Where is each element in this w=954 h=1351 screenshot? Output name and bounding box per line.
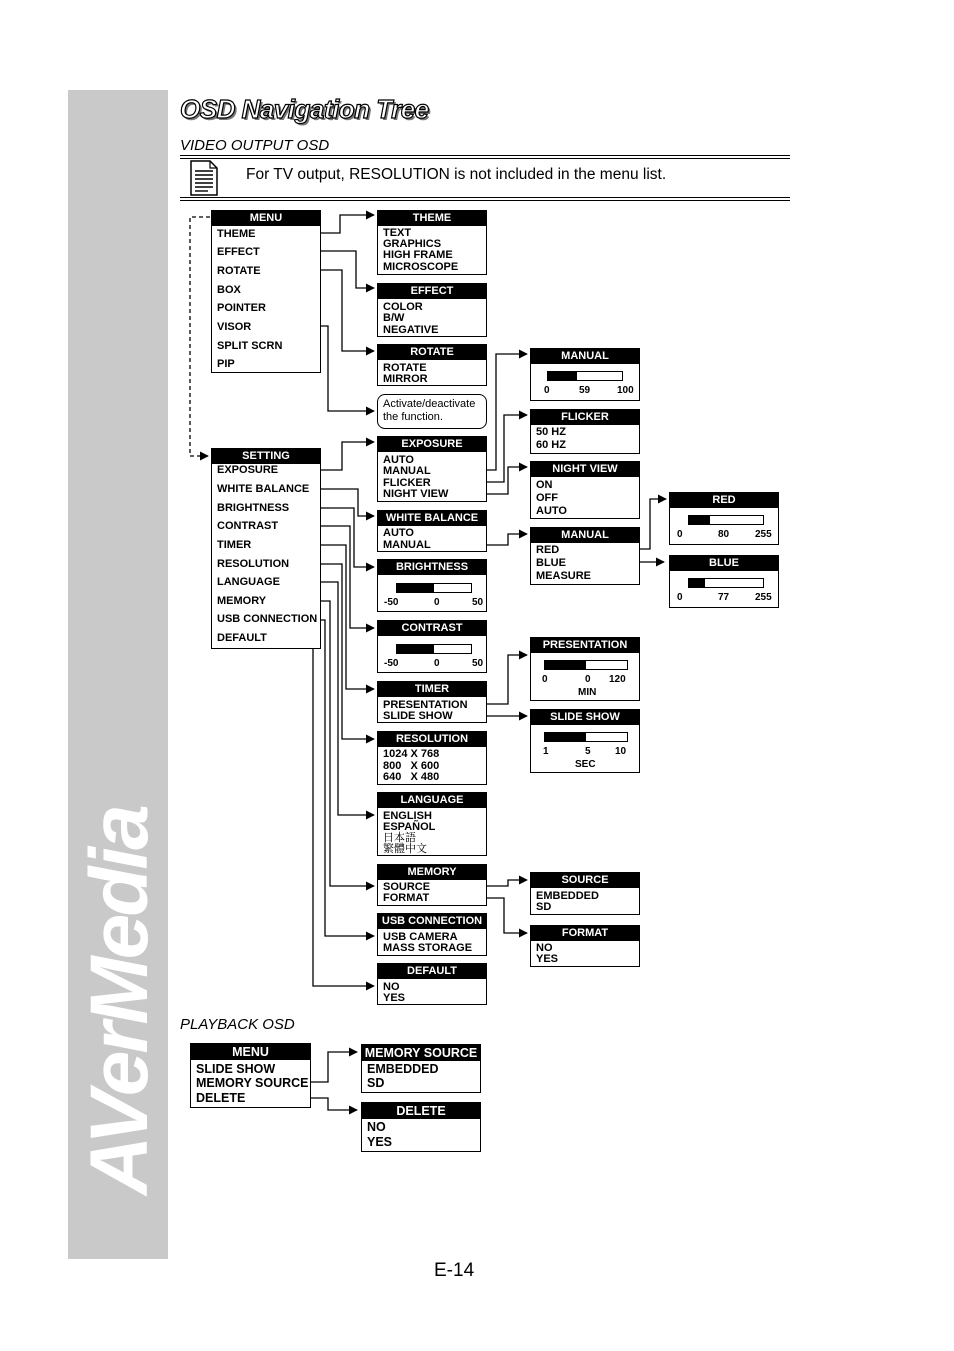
night-view-header: NIGHT VIEW — [531, 462, 639, 477]
format-item-yes[interactable]: YES — [536, 953, 559, 965]
menu-item-effect[interactable]: EFFECT — [217, 246, 260, 258]
page-number: E-14 — [434, 1260, 475, 1281]
format-box — [530, 925, 640, 967]
resolution-item-640[interactable]: 640 X 480 — [383, 771, 440, 783]
timer-item-slide-show[interactable]: SLIDE SHOW — [383, 710, 453, 722]
wb-manual-item-measure[interactable]: MEASURE — [536, 570, 592, 582]
wb-manual-box — [530, 527, 640, 585]
rule-bottom-1 — [180, 197, 790, 198]
red-min: 0 — [677, 529, 683, 540]
rotate-box — [377, 344, 487, 386]
playback-delete-yes[interactable]: YES — [367, 1135, 393, 1149]
contrast-box — [377, 620, 487, 673]
effect-item-bw[interactable]: B/W — [383, 312, 405, 324]
language-item-japanese[interactable]: 日本語 — [383, 832, 416, 844]
language-item-espanol[interactable]: ESPAÑOL — [383, 821, 436, 833]
contrast-value: 0 — [434, 658, 440, 669]
timer-header: TIMER — [378, 682, 486, 697]
exposure-manual-header: MANUAL — [531, 349, 639, 364]
playback-item-slide-show[interactable]: SLIDE SHOW — [196, 1062, 276, 1076]
tv-output-note: For TV output, RESOLUTION is not included in the menu list. — [246, 166, 667, 183]
default-box — [377, 963, 487, 1005]
flicker-box — [530, 409, 640, 454]
menu-item-box[interactable]: BOX — [217, 284, 241, 296]
exposure-manual-min: 0 — [544, 385, 550, 396]
rule-top-2 — [180, 158, 790, 159]
format-item-no[interactable]: NO — [536, 942, 553, 954]
playback-delete-no[interactable]: NO — [367, 1120, 386, 1134]
white-balance-item-manual[interactable]: MANUAL — [383, 539, 431, 551]
language-box — [377, 792, 487, 856]
setting-header: SETTING — [212, 449, 320, 464]
memory-header: MEMORY — [378, 865, 486, 880]
video-output-heading: VIDEO OUTPUT OSD — [180, 137, 330, 154]
night-view-item-auto[interactable]: AUTO — [536, 505, 567, 517]
setting-item-contrast[interactable]: CONTRAST — [217, 520, 279, 532]
language-item-english[interactable]: ENGLISH — [383, 810, 432, 822]
slide-show-min: 1 — [543, 746, 549, 757]
flicker-item-60hz[interactable]: 60 HZ — [536, 439, 566, 451]
memory-item-format[interactable]: FORMAT — [383, 892, 430, 904]
slide-show-slider-fill — [545, 733, 586, 741]
memory-item-source[interactable]: SOURCE — [383, 881, 431, 893]
night-view-box — [530, 461, 640, 519]
red-header: RED — [670, 493, 778, 508]
memory-box — [377, 864, 487, 906]
resolution-item-1024[interactable]: 1024 X 768 — [383, 748, 440, 760]
blue-slider-fill — [689, 579, 705, 587]
menu-item-theme[interactable]: THEME — [217, 228, 256, 240]
contrast-max: 50 — [472, 658, 484, 669]
setting-item-memory[interactable]: MEMORY — [217, 595, 267, 607]
effect-item-color[interactable]: COLOR — [383, 301, 423, 313]
setting-item-white-balance[interactable]: WHITE BALANCE — [217, 483, 310, 495]
language-item-chinese[interactable]: 繁體中文 — [383, 843, 427, 855]
exposure-manual-max: 100 — [617, 385, 634, 396]
usb-item-mass-storage[interactable]: MASS STORAGE — [383, 942, 473, 954]
menu-item-pointer[interactable]: POINTER — [217, 302, 266, 314]
brightness-value: 0 — [434, 597, 440, 608]
rotate-item-rotate[interactable]: ROTATE — [383, 362, 427, 374]
menu-item-split-scrn[interactable]: SPLIT SCRN — [217, 340, 283, 352]
slide-show-value: 5 — [585, 746, 591, 757]
brightness-header: BRIGHTNESS — [378, 560, 486, 575]
playback-menu-header: MENU — [191, 1044, 310, 1060]
usb-item-camera[interactable]: USB CAMERA — [383, 931, 458, 943]
source-item-sd[interactable]: SD — [536, 901, 552, 913]
rotate-header: ROTATE — [378, 345, 486, 360]
white-balance-box — [377, 510, 487, 552]
blue-value: 77 — [718, 592, 730, 603]
source-header: SOURCE — [531, 873, 639, 888]
language-header: LANGUAGE — [378, 793, 486, 808]
blue-box — [669, 555, 779, 608]
white-balance-header: WHITE BALANCE — [378, 511, 486, 526]
brightness-max: 50 — [472, 597, 484, 608]
slide-show-max: 10 — [615, 746, 627, 757]
rule-top-1 — [180, 155, 790, 156]
playback-item-delete[interactable]: DELETE — [196, 1091, 246, 1105]
brightness-slider-fill — [397, 584, 434, 592]
exposure-item-night-view[interactable]: NIGHT VIEW — [383, 488, 449, 500]
presentation-slider[interactable] — [544, 660, 628, 670]
exposure-box — [377, 436, 487, 502]
red-value: 80 — [718, 529, 730, 540]
night-view-item-on[interactable]: ON — [536, 479, 553, 491]
slide-show-slider[interactable] — [544, 732, 628, 742]
white-balance-item-auto[interactable]: AUTO — [383, 527, 414, 539]
contrast-slider[interactable] — [396, 644, 472, 654]
page-title: OSD Navigation Tree — [180, 94, 429, 124]
presentation-value: 0 — [585, 674, 591, 685]
menu-item-pip[interactable]: PIP — [217, 358, 235, 370]
effect-header: EFFECT — [378, 284, 486, 299]
playback-memory-source-embedded[interactable]: EMBEDDED — [367, 1062, 439, 1076]
setting-item-resolution[interactable]: RESOLUTION — [217, 558, 290, 570]
format-header: FORMAT — [531, 926, 639, 941]
blue-min: 0 — [677, 592, 683, 603]
brightness-box — [377, 559, 487, 612]
setting-item-usb-connection[interactable]: USB CONNECTION — [217, 613, 318, 625]
rotate-item-mirror[interactable]: MIRROR — [383, 373, 428, 385]
flicker-item-50hz[interactable]: 50 HZ — [536, 426, 566, 438]
slide-show-box — [530, 709, 640, 773]
presentation-max: 120 — [609, 674, 626, 685]
red-max: 255 — [755, 529, 772, 540]
exposure-header: EXPOSURE — [378, 437, 486, 452]
resolution-header: RESOLUTION — [378, 732, 486, 747]
default-header: DEFAULT — [378, 964, 486, 979]
resolution-item-800[interactable]: 800 X 600 — [383, 760, 440, 772]
menu-header: MENU — [212, 211, 320, 226]
effect-box — [377, 283, 487, 337]
theme-item-microscope[interactable]: MICROSCOPE — [383, 261, 459, 273]
menu-box — [211, 210, 321, 373]
source-item-embedded[interactable]: EMBEDDED — [536, 890, 599, 902]
rule-bottom-2 — [180, 200, 790, 201]
note-icon — [190, 160, 218, 196]
setting-item-default[interactable]: DEFAULT — [217, 632, 267, 644]
blue-header: BLUE — [670, 556, 778, 571]
red-slider[interactable] — [688, 515, 764, 525]
exposure-item-manual[interactable]: MANUAL — [383, 465, 431, 477]
slide-show-unit: SEC — [575, 759, 596, 770]
activate-callout: Activate/deactivate the function. — [377, 394, 487, 429]
theme-box — [377, 210, 487, 275]
contrast-min: -50 — [384, 658, 399, 669]
blue-max: 255 — [755, 592, 772, 603]
setting-box — [211, 448, 321, 649]
resolution-box — [377, 731, 487, 785]
contrast-slider-fill — [397, 645, 434, 653]
playback-delete-header: DELETE — [362, 1103, 480, 1119]
default-item-yes[interactable]: YES — [383, 992, 406, 1004]
flicker-header: FLICKER — [531, 410, 639, 425]
default-item-no[interactable]: NO — [383, 981, 400, 993]
red-slider-fill — [689, 516, 710, 524]
exposure-manual-value: 59 — [579, 385, 591, 396]
exposure-manual-slider-fill — [548, 372, 577, 380]
menu-item-visor[interactable]: VISOR — [217, 321, 252, 333]
playback-item-memory-source[interactable]: MEMORY SOURCE — [196, 1076, 309, 1090]
playback-heading: PLAYBACK OSD — [180, 1016, 295, 1033]
setting-item-language[interactable]: LANGUAGE — [217, 576, 280, 588]
presentation-box — [530, 637, 640, 701]
timer-item-presentation[interactable]: PRESENTATION — [383, 699, 468, 711]
playback-memory-source-header: MEMORY SOURCE — [362, 1045, 480, 1061]
playback-memory-source-box — [361, 1044, 481, 1093]
wb-manual-item-blue[interactable]: BLUE — [536, 557, 566, 569]
theme-header: THEME — [378, 211, 486, 226]
theme-item-high-frame[interactable]: HIGH FRAME — [383, 249, 453, 261]
exposure-item-flicker[interactable]: FLICKER — [383, 477, 431, 489]
presentation-slider-fill — [545, 661, 586, 669]
usb-connection-header: USB CONNECTION — [378, 914, 486, 929]
usb-connection-box — [377, 913, 487, 956]
setting-item-brightness[interactable]: BRIGHTNESS — [217, 502, 290, 514]
brand-logo: AVerMedia — [74, 807, 165, 1195]
night-view-item-off[interactable]: OFF — [536, 492, 558, 504]
slide-show-header: SLIDE SHOW — [531, 710, 639, 725]
effect-item-negative[interactable]: NEGATIVE — [383, 324, 439, 336]
wb-manual-header: MANUAL — [531, 528, 639, 543]
presentation-unit: MIN — [578, 687, 597, 698]
exposure-manual-box — [530, 348, 640, 401]
timer-box — [377, 681, 487, 723]
wb-manual-item-red[interactable]: RED — [536, 544, 560, 556]
exposure-manual-slider[interactable] — [547, 371, 623, 381]
playback-delete-box — [361, 1102, 481, 1152]
exposure-item-auto[interactable]: AUTO — [383, 454, 414, 466]
brightness-slider[interactable] — [396, 583, 472, 593]
playback-menu-box — [190, 1043, 311, 1108]
contrast-header: CONTRAST — [378, 621, 486, 636]
presentation-header: PRESENTATION — [531, 638, 639, 653]
theme-item-graphics[interactable]: GRAPHICS — [383, 238, 442, 250]
red-box — [669, 492, 779, 545]
setting-item-timer[interactable]: TIMER — [217, 539, 252, 551]
menu-item-rotate[interactable]: ROTATE — [217, 265, 261, 277]
playback-memory-source-sd[interactable]: SD — [367, 1076, 385, 1090]
theme-item-text[interactable]: TEXT — [383, 227, 412, 239]
blue-slider[interactable] — [688, 578, 764, 588]
source-box — [530, 872, 640, 915]
presentation-min: 0 — [542, 674, 548, 685]
setting-item-exposure[interactable]: EXPOSURE — [217, 464, 279, 476]
brightness-min: -50 — [384, 597, 399, 608]
